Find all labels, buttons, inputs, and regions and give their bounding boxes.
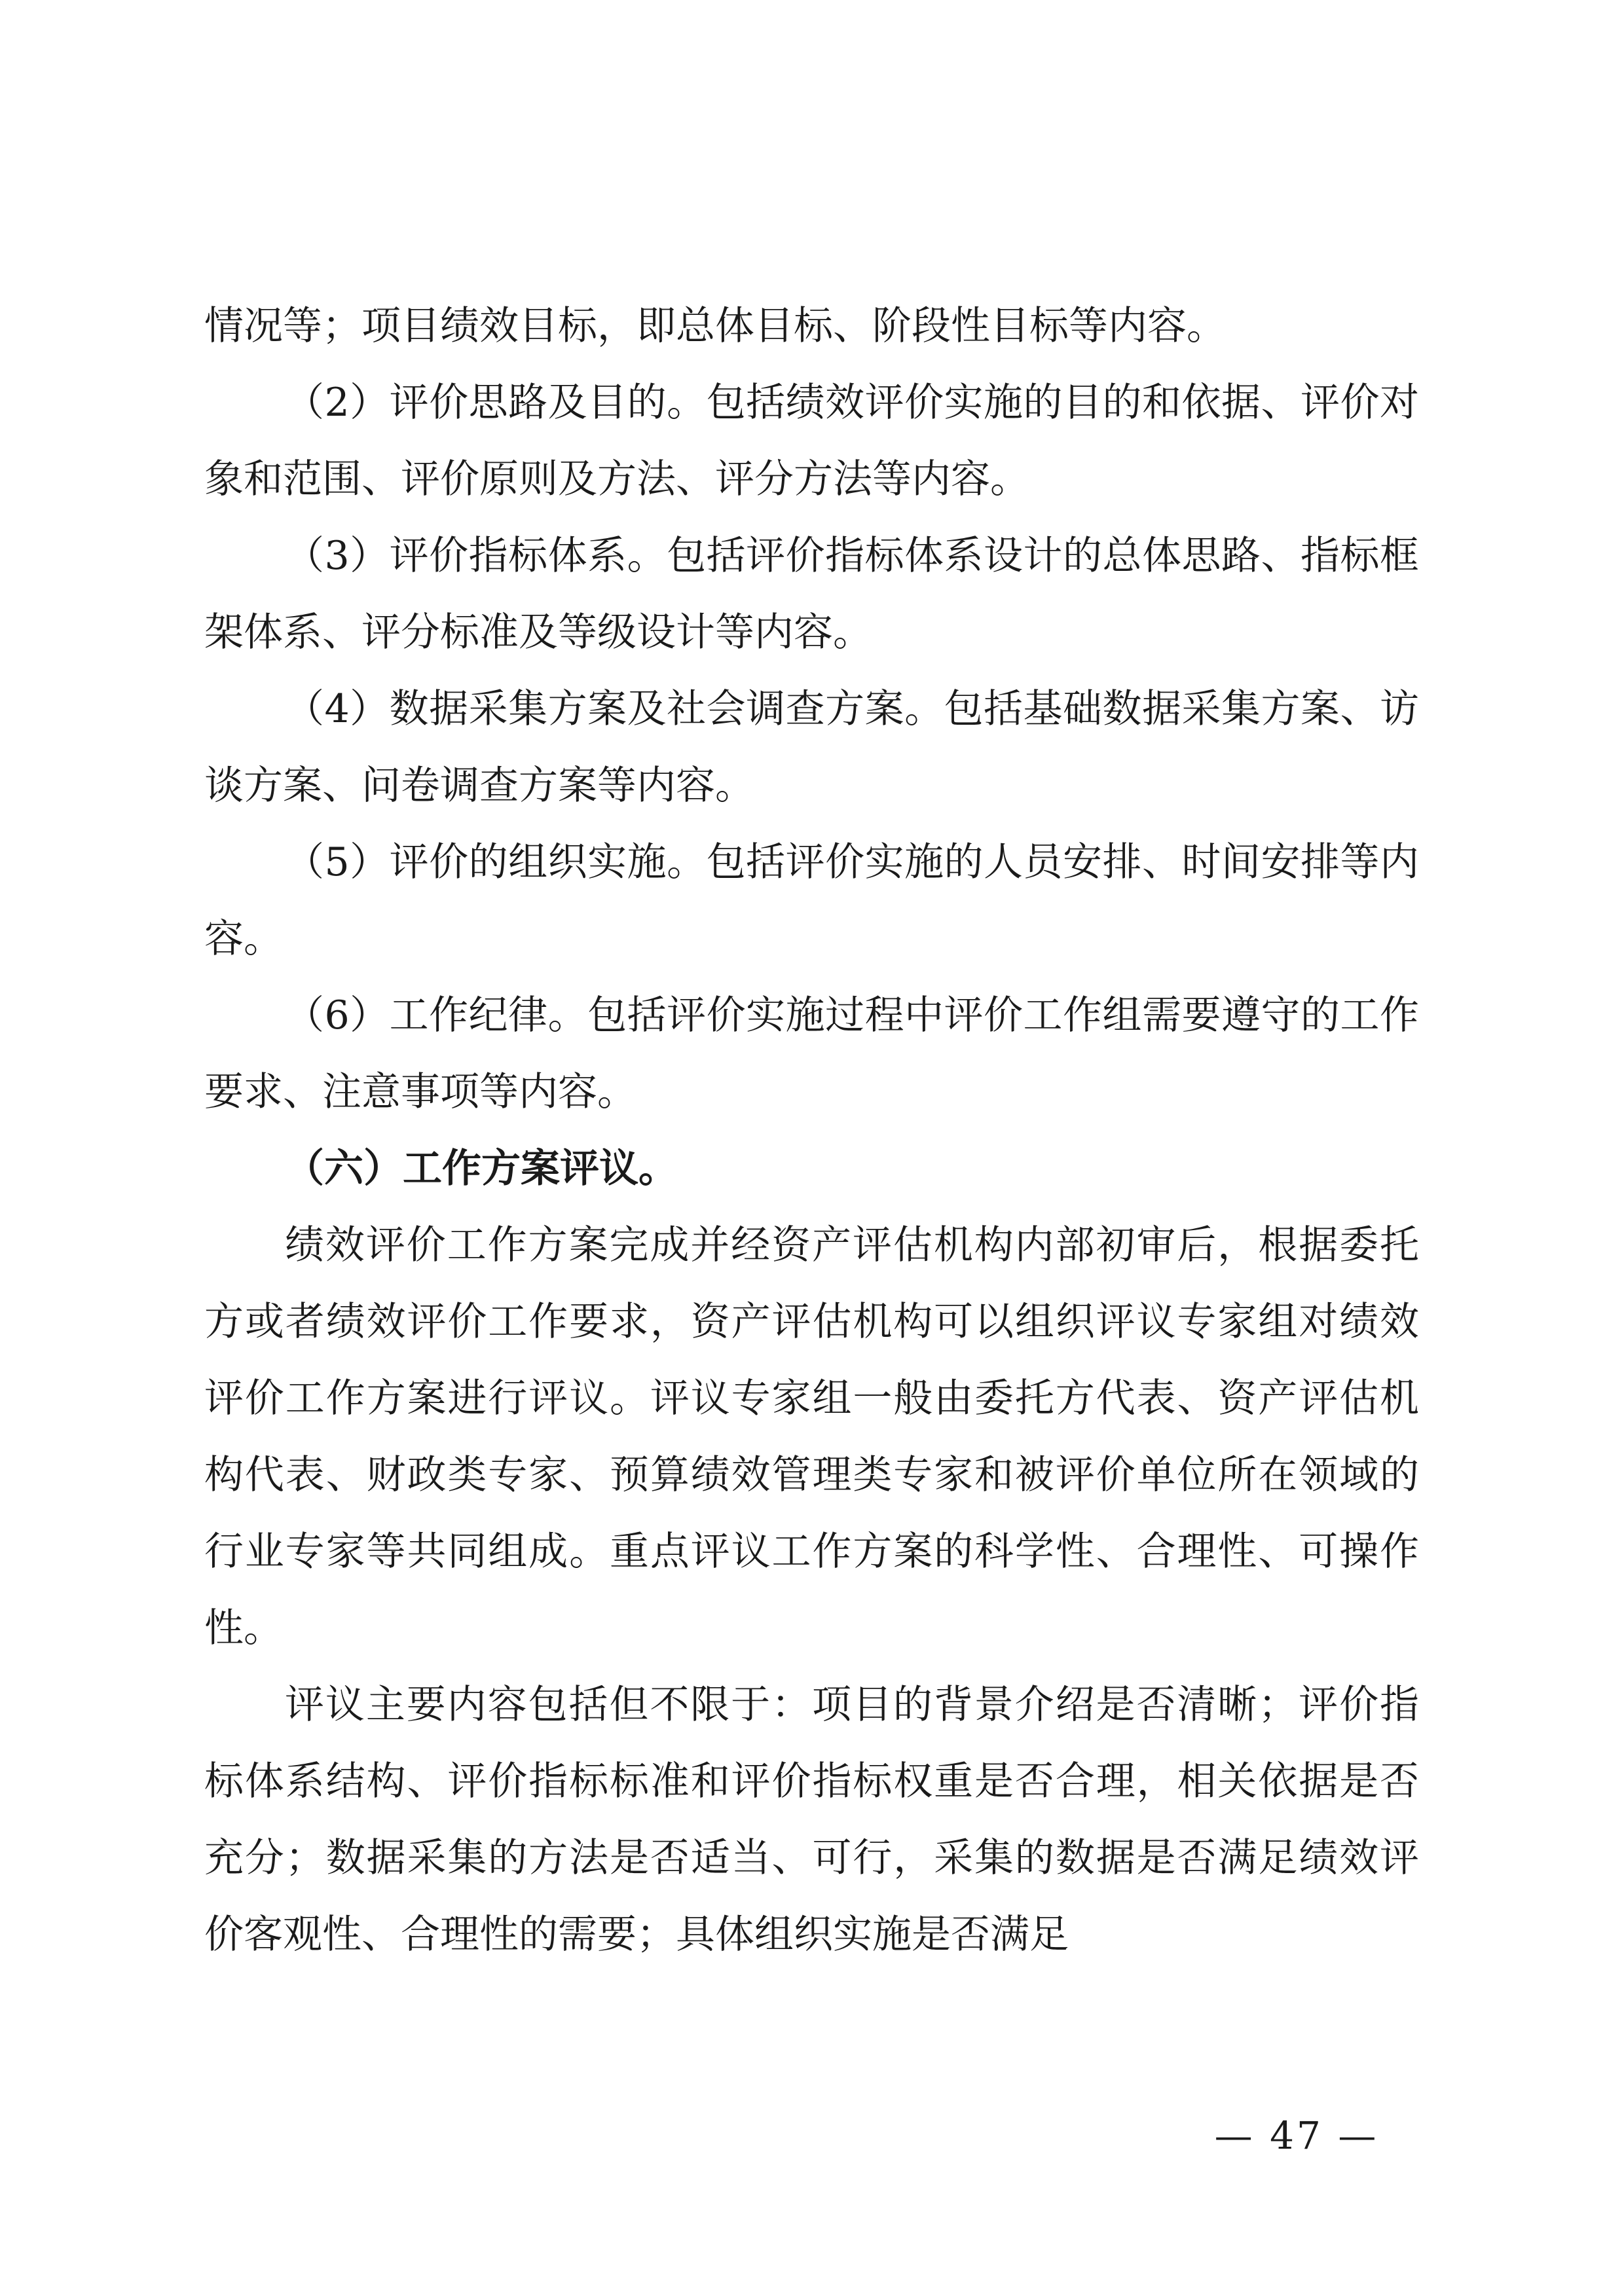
paragraph-7: 绩效评价工作方案完成并经资产评估机构内部初审后，根据委托方或者绩效评价工作要求，资产评估机构可以组织评议专家组对绩效评价工作方案进行评议。评议专家组一般由委托方代表、资产评估机构代表、财政类专家、预算绩效管理类专家和被评价单位所在领域的行业专家等共同组成。重点评议工作方案的科学性、合理性、可操作性。 (204, 1222, 1419, 1651)
paragraph-1: 情况等；项目绩效目标，即总体目标、阶段性目标等内容。 (204, 303, 1226, 349)
paragraph-3: （3）评价指标体系。包括评价指标体系设计的总体思路、指标框架体系、评分标准及等级设计等内容。 (204, 533, 1419, 655)
paragraph-8: 评议主要内容包括但不限于：项目的背景介绍是否清晰；评价指标体系结构、评价指标标准和评价指标权重是否合理，相关依据是否充分；数据采集的方法是否适当、可行，采集的数据是否满足绩效评价客观性、合理性的需要；具体组织实施是否满足 (204, 1682, 1419, 1958)
body-text (204, 288, 1419, 1973)
paragraph-5: （5）评价的组织实施。包括评价实施的人员安排、时间安排等内容。 (204, 839, 1419, 962)
paragraph-2: （2）评价思路及目的。包括绩效评价实施的目的和依据、评价对象和范围、评价原则及方法、评分方法等内容。 (204, 380, 1419, 502)
page-number: — 47 — (1214, 2113, 1379, 2158)
paragraph-4: （4）数据采集方案及社会调查方案。包括基础数据采集方案、访谈方案、问卷调查方案等内容。 (204, 686, 1419, 809)
section-heading: （六）工作方案评议。 (285, 1146, 678, 1192)
paragraph-6: （6）工作纪律。包括评价实施过程中评价工作组需要遵守的工作要求、注意事项等内容。 (204, 993, 1419, 1115)
